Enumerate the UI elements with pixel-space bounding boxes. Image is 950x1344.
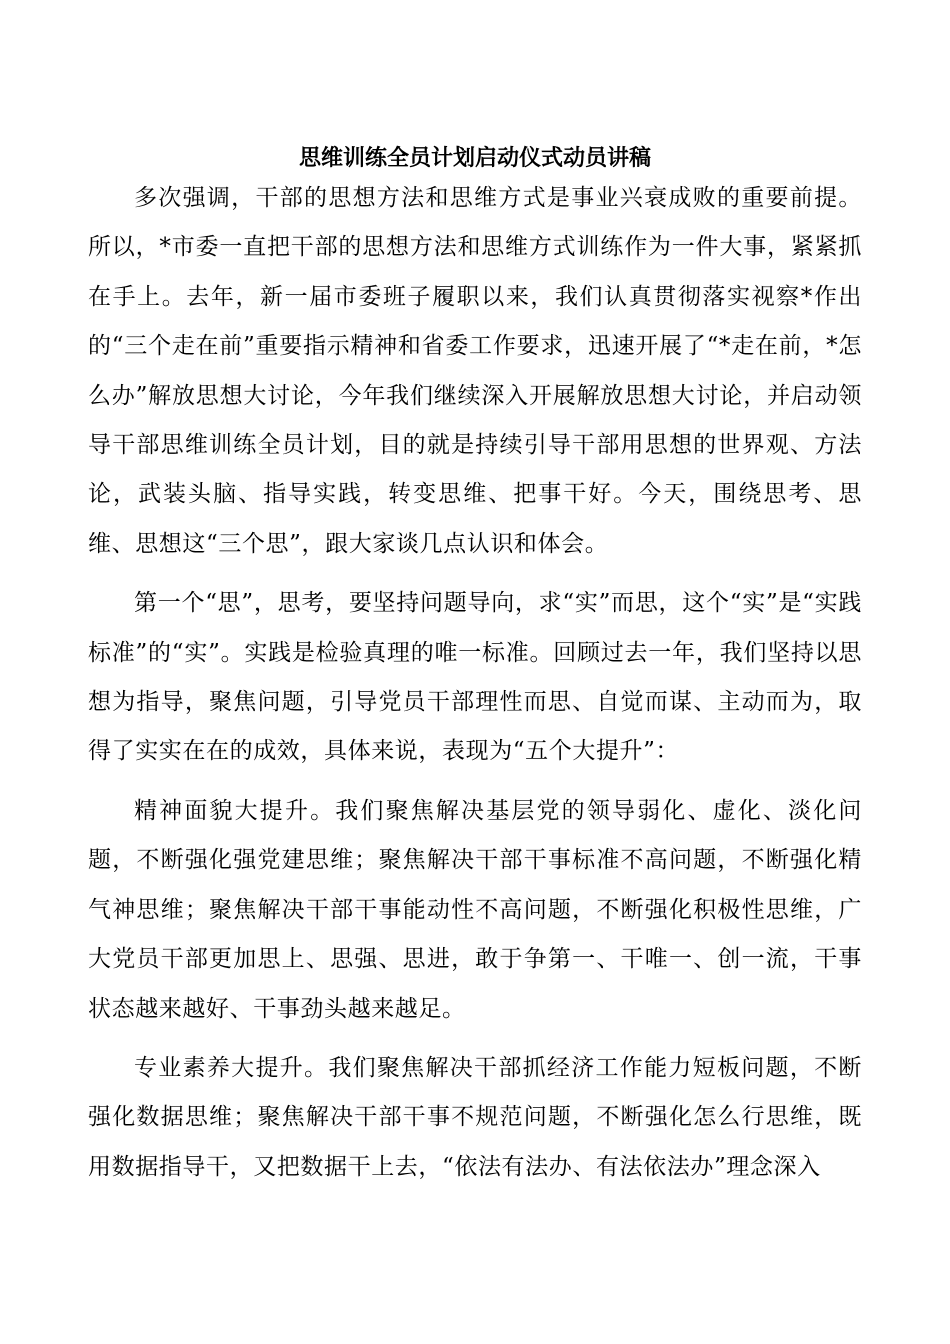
document-body <box>88 174 862 1192</box>
paragraph-first-si: 第一个“思”，思考，要坚持问题导向，求“实”而思，这个“实”是“实践标准”的“实”。实践是检验真理的唯一标准。回顾过去一年，我们坚持以思想为指导，聚焦问题，引导党员干部理性而思、自觉而谋、主动而为，取得了实实在在的成效，具体来说，表现为“五个大提升”： <box>88 590 862 765</box>
paragraph-professional: 专业素养大提升。我们聚焦解决干部抓经济工作能力短板问题，不断强化数据思维；聚焦解决干部干事不规范问题，不断强化怎么行思维，既用数据指导干，又把数据干上去，“依法有法办、有法依法办”理念深入 <box>88 1054 862 1180</box>
paragraph-intro: 多次强调，干部的思想方法和思维方式是事业兴衰成败的重要前提。所以，*市委一直把干部的思想方法和思维方式训练作为一件大事，紧紧抓在手上。去年，新一届市委班子履职以来，我们认真贯彻落实视察*作出的“三个走在前”重要指示精神和省委工作要求，迅速开展了“*走在前，*怎么办”解放思想大讨论，今年我们继续深入开展解放思想大讨论，并启动领导干部思维训练全员计划，目的就是持续引导干部用思想的世界观、方法论，武装头脑、指导实践，转变思维、把事干好。今天，围绕思考、思维、思想这“三个思”，跟大家谈几点认识和体会。 <box>88 185 862 557</box>
paragraph-spirit: 精神面貌大提升。我们聚焦解决基层党的领导弱化、虚化、淡化问题，不断强化强党建思维；聚焦解决干部干事标准不高问题，不断强化精气神思维；聚焦解决干部干事能动性不高问题，不断强化积极性思维，广大党员干部更加思上、思强、思进，敢于争第一、干唯一、创一流，干事状态越来越好、干事劲头越来越足。 <box>88 797 862 1022</box>
document-title: 思维训练全员计划启动仪式动员讲稿 <box>298 145 651 171</box>
